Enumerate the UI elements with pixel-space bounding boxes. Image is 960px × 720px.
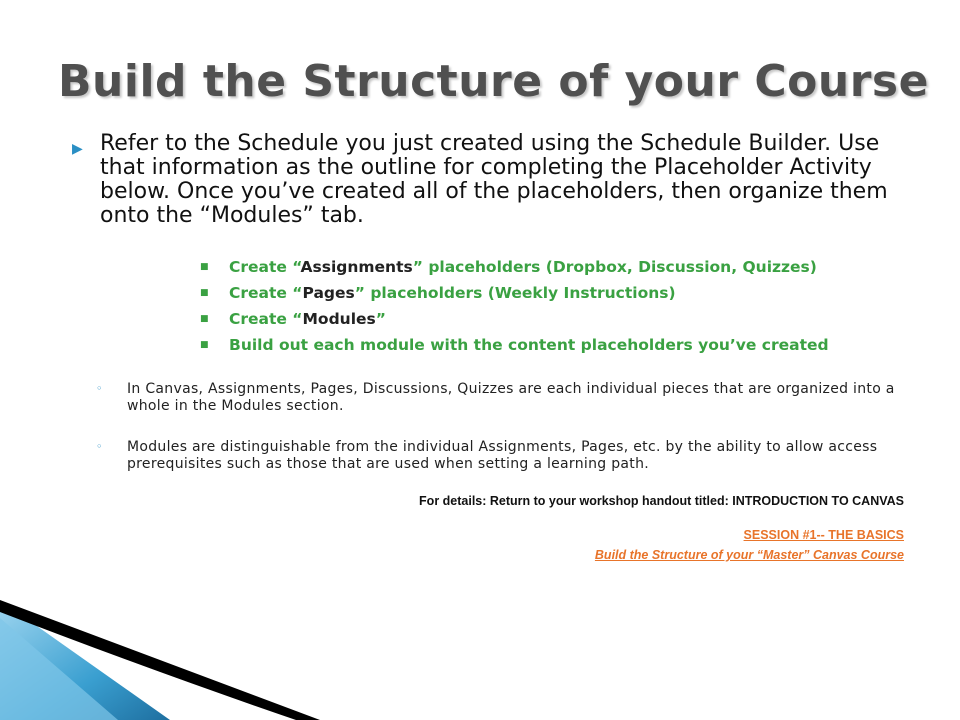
slide-title: Build the Structure of your Course <box>58 56 929 107</box>
note-item <box>96 439 916 473</box>
details-text: For details: Return to your workshop handout titled: INTRODUCTION TO CANVAS <box>419 494 904 508</box>
step-item <box>200 310 829 336</box>
session-link[interactable]: SESSION #1-- THE BASICS <box>743 528 904 542</box>
step-keyword: Pages <box>302 284 355 302</box>
main-bullet-text: Refer to the Schedule you just created using the Schedule Builder. Use that information as the outline for completing the Placeholder Activity below. Once you’ve created all of the placeholders, then organize them onto the “Modules” tab. <box>100 131 888 228</box>
step-text: Create “Assignments” placeholders (Dropbox, Discussion, Quizzes) <box>229 258 817 276</box>
square-bullet-icon: ■ <box>200 262 209 272</box>
step-text: Create “Pages” placeholders (Weekly Instructions) <box>229 284 676 302</box>
course-structure-link[interactable]: Build the Structure of your “Master” Canvas Course <box>594 548 904 562</box>
square-bullet-icon: ■ <box>200 340 209 350</box>
note-text: In Canvas, Assignments, Pages, Discussions, Quizzes are each individual pieces that are organized into a whole in the Modules section. <box>127 381 895 414</box>
step-text: Create “Modules” <box>229 310 386 328</box>
step-item <box>200 336 829 362</box>
step-text: Build out each module with the content placeholders you’ve created <box>229 336 829 354</box>
square-bullet-icon: ■ <box>200 314 209 324</box>
steps-list <box>200 258 829 362</box>
triangle-bullet-icon: ▶ <box>72 141 83 157</box>
step-item <box>200 284 829 310</box>
note-item <box>96 381 916 415</box>
circle-bullet-icon: ◦ <box>96 382 103 395</box>
step-keyword: Assignments <box>300 258 413 276</box>
corner-decoration <box>0 560 320 720</box>
square-bullet-icon: ■ <box>200 288 209 298</box>
step-keyword: Modules <box>302 310 376 328</box>
step-item <box>200 258 829 284</box>
main-bullet <box>72 132 912 228</box>
note-text: Modules are distinguishable from the individual Assignments, Pages, etc. by the ability to allow access prerequisites such as those that are used when setting a learning path. <box>127 439 878 472</box>
circle-bullet-icon: ◦ <box>96 440 103 453</box>
